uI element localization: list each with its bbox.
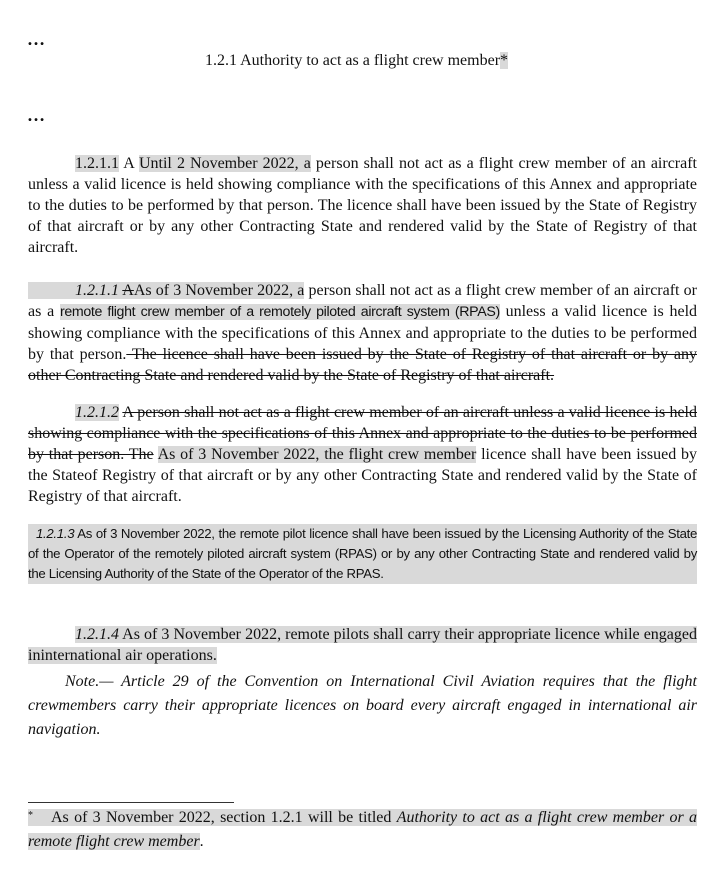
footnote-end: . [199, 833, 204, 850]
footnote-separator [28, 802, 234, 803]
paragraph-body: person shall not act as a flight crew member of an aircraft unless a valid licence is held showing compliance with the specifications of this Annex and appropriate to the duties to be performed by that person. The licence shall have been issued by the State of Registry of that aircraft or by any other Contracting State and rendered valid by the State of Registry of that aircraft. [28, 155, 697, 256]
paragraph-number: 1.2.1.2 [75, 404, 119, 421]
heading-footnote-marker[interactable]: * [500, 52, 509, 69]
original-word: A [123, 155, 134, 172]
paragraph-body: As of 3 November 2022, the remote pilot licence shall have been issued by the Licensing Authority of the State of the Operator of the remotely piloted aircraft system (RPAS) or by any other Contracting State and rendered valid by the Licensing Authority of the State of the Operator of the RPAS. [28, 526, 697, 581]
ellipsis-mid: … [27, 105, 46, 125]
deleted-text: The licence shall have been issued by the State of Registry of that aircraft or by any other Contracting State and rendered valid by the State of Registry of that aircraft. [28, 346, 697, 384]
paragraph-1-2-1-1-old [28, 153, 697, 258]
paragraph-number: 1.2.1.1 [75, 155, 119, 172]
paragraph-body: person shall not act as a flight crew member of an aircraft or as a [28, 282, 697, 320]
deleted-text: A [122, 282, 134, 299]
paragraph-1-2-1-2 [28, 402, 697, 507]
paragraph-body: licence shall have been issued by the Stateof Registry of that aircraft or by any other Contracting State and rendered valid by the State of Registry of that aircraft. [28, 446, 698, 505]
inserted-text: Until 2 November 2022, a [138, 155, 311, 172]
paragraph-1-2-1-3 [28, 524, 697, 584]
inserted-text: As of 3 November 2022, a [133, 282, 305, 299]
paragraph-number: 1.2.1.4 [75, 626, 119, 643]
section-heading [0, 51, 713, 71]
paragraph-number: 1.2.1.1 [75, 282, 119, 299]
inserted-text: As of 3 November 2022, the flight crew member [157, 446, 477, 463]
paragraph-body-continued: unless a valid licence is held showing compliance with the specifications of this Annex and appropriate to the duties to be performed by that person. [28, 303, 698, 363]
deleted-text: A person shall not act as a flight crew member of an aircraft unless a valid licence is held showing compliance with the specifications of this Annex and appropriate to the duties to be performed by that person. The [28, 404, 697, 463]
heading-text: 1.2.1 Authority to act as a flight crew member [204, 52, 501, 69]
paragraph-1-2-1-4 [28, 624, 697, 666]
footnote-italic-title: Authority to act as a flight crew member or a remote flight crew member [28, 809, 697, 850]
footnote-text: As of 3 November 2022, section 1.2.1 will be titled [51, 809, 397, 826]
footnote-marker: * [28, 810, 33, 821]
ellipsis-top: … [27, 29, 46, 49]
footnote [28, 806, 697, 854]
paragraph-1-2-1-1-new [28, 280, 697, 386]
note [28, 670, 697, 742]
paragraph-body: As of 3 November 2022, remote pilots shall carry their appropriate licence while engaged ininternational air operations. [28, 626, 697, 664]
note-text: Note.— Article 29 of the Convention on International Civil Aviation requires that the flight crewmembers carry their appropriate licences on board every aircraft engaged in international air navigation. [28, 673, 697, 738]
paragraph-number: 1.2.1.3 [36, 526, 75, 541]
inserted-rpas-text: remote flight crew member of a remotely piloted aircraft system (RPAS) [59, 304, 500, 320]
